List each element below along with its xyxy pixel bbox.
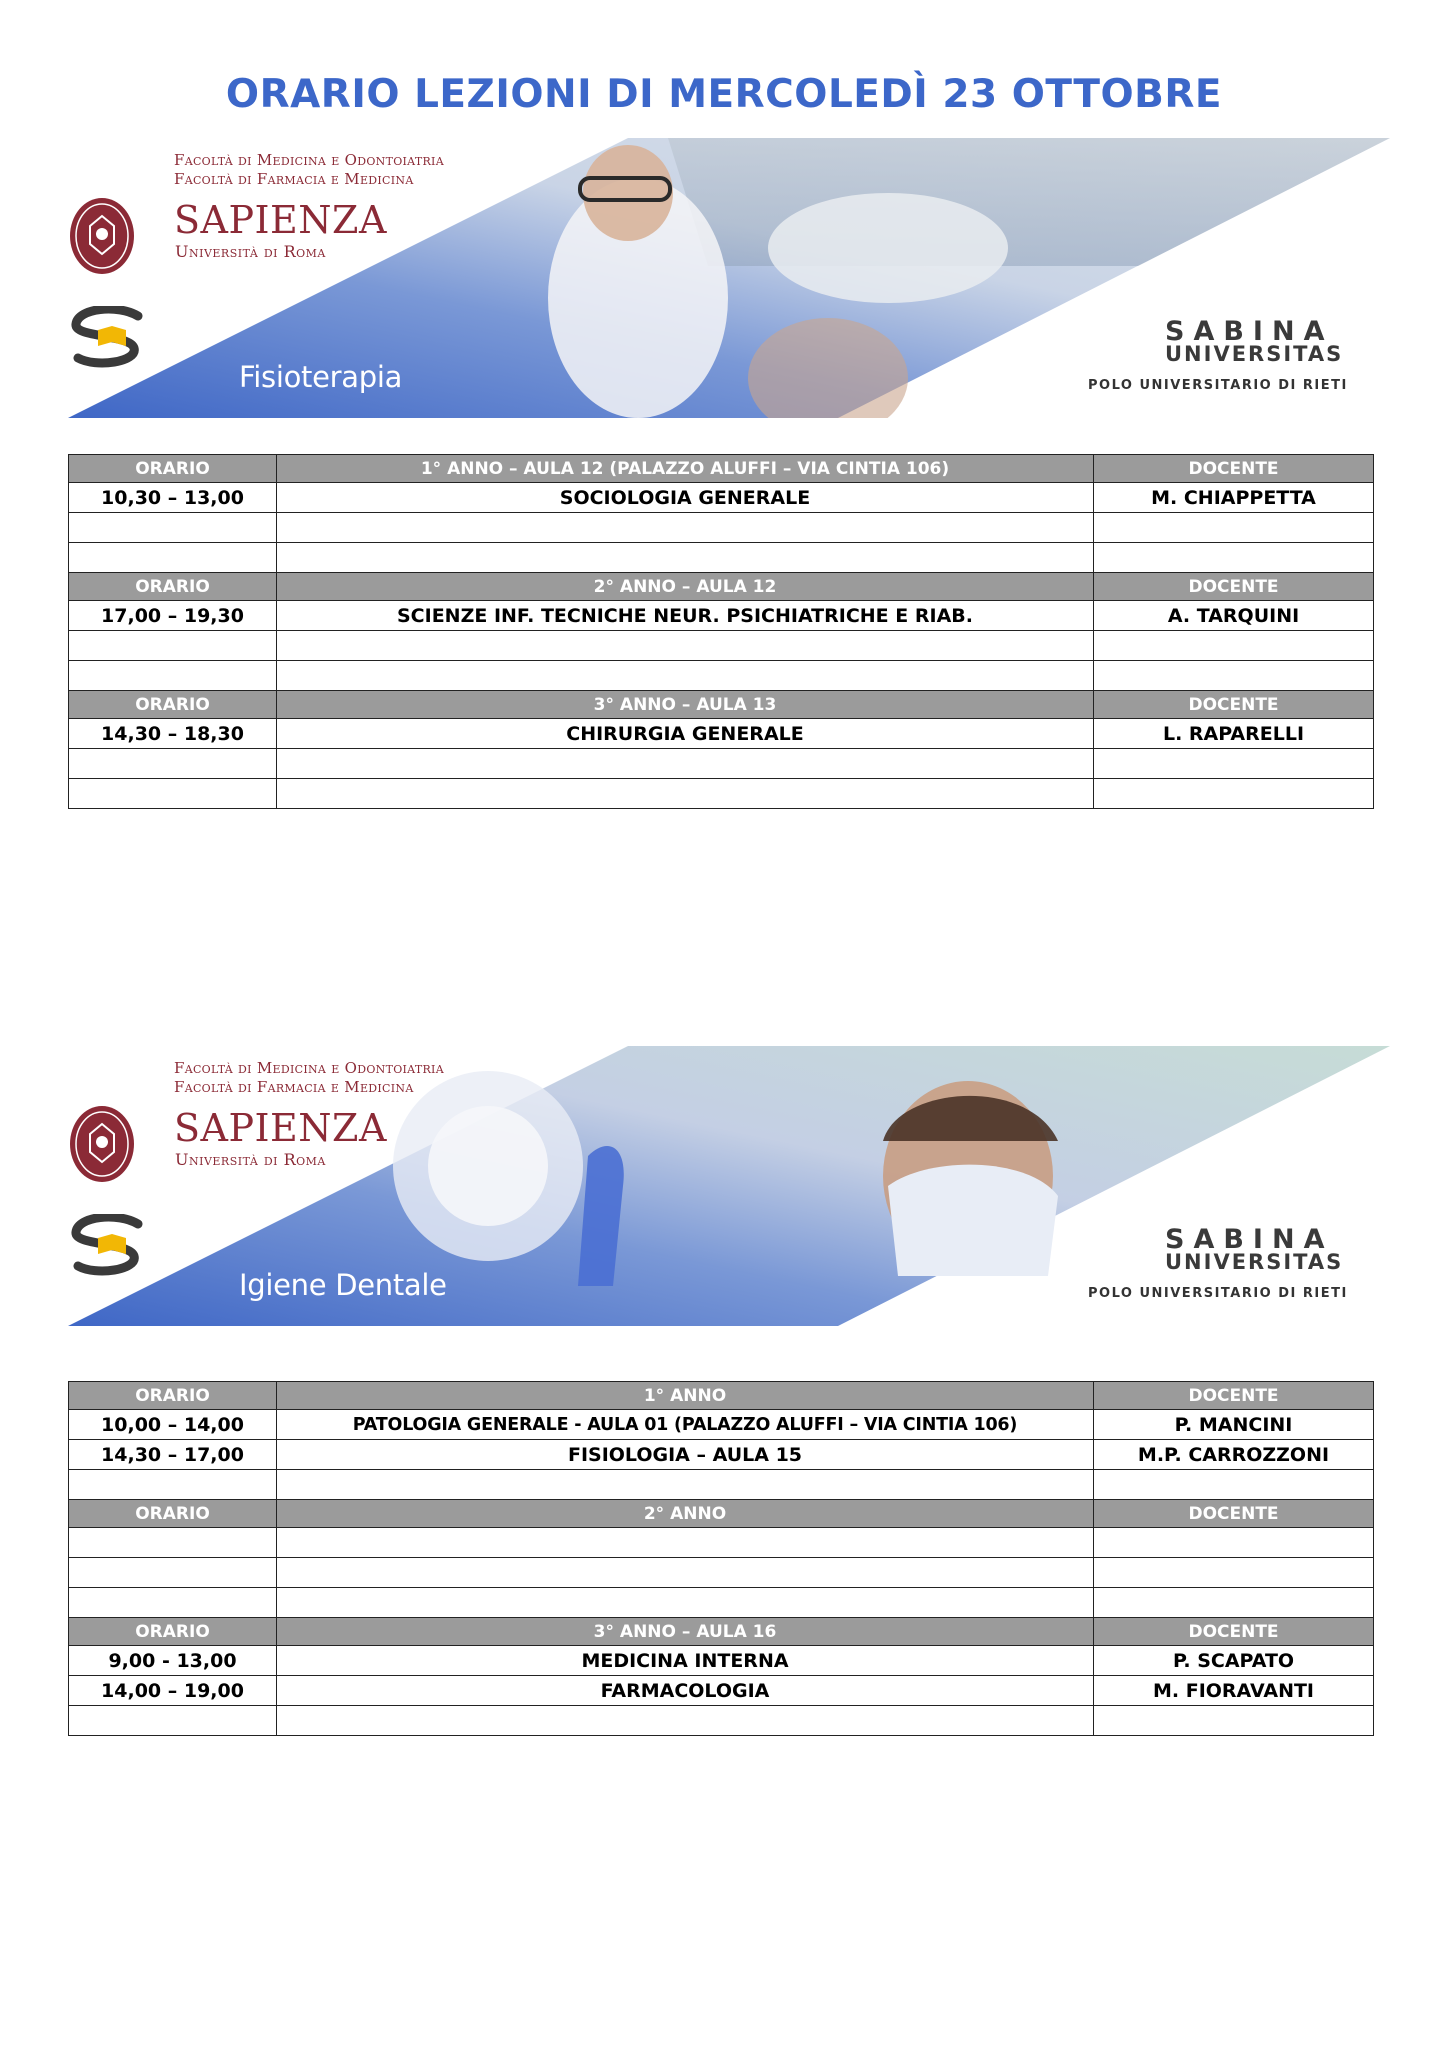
teacher-cell [1094, 1558, 1374, 1588]
teacher-cell [1094, 543, 1374, 573]
header-cell: ORARIO [69, 573, 277, 601]
faculty-line-2: Facoltà di Farmacia e Medicina [174, 170, 414, 188]
course-name: Igiene Dentale [239, 1268, 447, 1302]
teacher-cell [1094, 1706, 1374, 1736]
polo-rieti: POLO UNIVERSITARIO DI RIETI [1088, 1286, 1348, 1301]
table-row [69, 1410, 1374, 1440]
sapienza-wordmark: SAPIENZA [174, 1106, 387, 1150]
time-cell: 14,00 – 19,00 [69, 1676, 277, 1706]
teacher-cell: L. RAPARELLI [1094, 719, 1374, 749]
course-cell [277, 749, 1094, 779]
course-cell [277, 1558, 1094, 1588]
course-name: Fisioterapia [239, 360, 403, 394]
universita-roma: Università di Roma [175, 1150, 326, 1169]
table-row [69, 661, 1374, 691]
table-row [69, 749, 1374, 779]
table-header-row [69, 573, 1374, 601]
table-row [69, 1646, 1374, 1676]
course-cell [277, 661, 1094, 691]
sabina-wordmark: SABINA [1165, 316, 1334, 347]
sapienza-wordmark: SAPIENZA [174, 198, 387, 242]
time-cell: 10,30 – 13,00 [69, 483, 277, 513]
universita-roma: Università di Roma [175, 242, 326, 261]
schedule-table-fisioterapia [68, 454, 1374, 809]
header-cell: 2° ANNO [277, 1500, 1094, 1528]
header-cell: DOCENTE [1094, 1500, 1374, 1528]
table-row [69, 1558, 1374, 1588]
time-cell [69, 661, 277, 691]
universitas-wordmark: UNIVERSITAS [1165, 1250, 1344, 1274]
time-cell [69, 1470, 277, 1500]
course-cell [277, 631, 1094, 661]
teacher-cell [1094, 749, 1374, 779]
table-row [69, 483, 1374, 513]
time-cell: 14,30 – 18,30 [69, 719, 277, 749]
teacher-cell [1094, 513, 1374, 543]
time-cell [69, 513, 277, 543]
table-row [69, 719, 1374, 749]
table-row [69, 1588, 1374, 1618]
faculty-names [174, 151, 444, 189]
faculty-line-1: Facoltà di Medicina e Odontoiatria [174, 151, 444, 169]
course-cell [277, 513, 1094, 543]
header-cell: DOCENTE [1094, 455, 1374, 483]
time-cell: 17,00 – 19,30 [69, 601, 277, 631]
sabina-logo-icon [68, 306, 152, 368]
teacher-cell [1094, 661, 1374, 691]
sabina-wordmark: SABINA [1165, 1224, 1334, 1255]
teacher-cell: P. MANCINI [1094, 1410, 1374, 1440]
course-cell [277, 1528, 1094, 1558]
table-row [69, 543, 1374, 573]
banner-igiene-dentale [68, 1046, 1390, 1326]
teacher-cell: A. TARQUINI [1094, 601, 1374, 631]
table-header-row [69, 1618, 1374, 1646]
time-cell: 9,00 - 13,00 [69, 1646, 277, 1676]
teacher-cell [1094, 779, 1374, 809]
teacher-cell [1094, 631, 1374, 661]
table-header-row [69, 1382, 1374, 1410]
time-cell: 14,30 – 17,00 [69, 1440, 277, 1470]
header-cell: ORARIO [69, 691, 277, 719]
banner-fisioterapia [68, 138, 1390, 418]
course-cell: SCIENZE INF. TECNICHE NEUR. PSICHIATRICHE E RIAB. [277, 601, 1094, 631]
course-cell [277, 1706, 1094, 1736]
sapienza-seal-icon [68, 196, 136, 276]
header-cell: DOCENTE [1094, 1618, 1374, 1646]
table-row [69, 1706, 1374, 1736]
teacher-cell [1094, 1588, 1374, 1618]
table-row [69, 513, 1374, 543]
table-row [69, 779, 1374, 809]
header-cell: 1° ANNO – AULA 12 (PALAZZO ALUFFI – VIA CINTIA 106) [277, 455, 1094, 483]
header-cell: ORARIO [69, 1382, 277, 1410]
course-cell: FISIOLOGIA – AULA 15 [277, 1440, 1094, 1470]
course-cell [277, 779, 1094, 809]
header-cell: 3° ANNO – AULA 16 [277, 1618, 1094, 1646]
course-cell [277, 543, 1094, 573]
time-cell [69, 543, 277, 573]
header-cell: DOCENTE [1094, 691, 1374, 719]
time-cell [69, 1588, 277, 1618]
table-row [69, 1440, 1374, 1470]
teacher-cell [1094, 1470, 1374, 1500]
time-cell: 10,00 – 14,00 [69, 1410, 277, 1440]
course-cell: FARMACOLOGIA [277, 1676, 1094, 1706]
time-cell [69, 1528, 277, 1558]
header-cell: 1° ANNO [277, 1382, 1094, 1410]
faculty-line-2: Facoltà di Farmacia e Medicina [174, 1078, 414, 1096]
header-cell: ORARIO [69, 1618, 277, 1646]
time-cell [69, 1706, 277, 1736]
teacher-cell: M. CHIAPPETTA [1094, 483, 1374, 513]
page-title: ORARIO LEZIONI DI MERCOLEDÌ 23 OTTOBRE [225, 72, 1223, 117]
course-cell [277, 1470, 1094, 1500]
faculty-names [174, 1059, 444, 1097]
teacher-cell: M.P. CARROZZONI [1094, 1440, 1374, 1470]
table-header-row [69, 1500, 1374, 1528]
schedule-table-igiene-dentale [68, 1381, 1374, 1736]
table-header-row [69, 691, 1374, 719]
course-cell: PATOLOGIA GENERALE - AULA 01 (PALAZZO ALUFFI – VIA CINTIA 106) [277, 1410, 1094, 1440]
header-cell: ORARIO [69, 455, 277, 483]
universitas-wordmark: UNIVERSITAS [1165, 342, 1344, 366]
course-cell [277, 1588, 1094, 1618]
teacher-cell [1094, 1528, 1374, 1558]
sabina-logo-icon [68, 1214, 152, 1276]
table-row [69, 631, 1374, 661]
sapienza-seal-icon [68, 1104, 136, 1184]
faculty-line-1: Facoltà di Medicina e Odontoiatria [174, 1059, 444, 1077]
teacher-cell: P. SCAPATO [1094, 1646, 1374, 1676]
header-cell: 2° ANNO – AULA 12 [277, 573, 1094, 601]
course-cell: MEDICINA INTERNA [277, 1646, 1094, 1676]
polo-rieti: POLO UNIVERSITARIO DI RIETI [1088, 378, 1348, 393]
time-cell [69, 1558, 277, 1588]
course-cell: SOCIOLOGIA GENERALE [277, 483, 1094, 513]
table-header-row [69, 455, 1374, 483]
header-cell: 3° ANNO – AULA 13 [277, 691, 1094, 719]
course-cell: CHIRURGIA GENERALE [277, 719, 1094, 749]
table-row [69, 1470, 1374, 1500]
time-cell [69, 631, 277, 661]
header-cell: ORARIO [69, 1500, 277, 1528]
time-cell [69, 779, 277, 809]
teacher-cell: M. FIORAVANTI [1094, 1676, 1374, 1706]
time-cell [69, 749, 277, 779]
table-row [69, 1528, 1374, 1558]
header-cell: DOCENTE [1094, 1382, 1374, 1410]
table-row [69, 1676, 1374, 1706]
header-cell: DOCENTE [1094, 573, 1374, 601]
table-row [69, 601, 1374, 631]
